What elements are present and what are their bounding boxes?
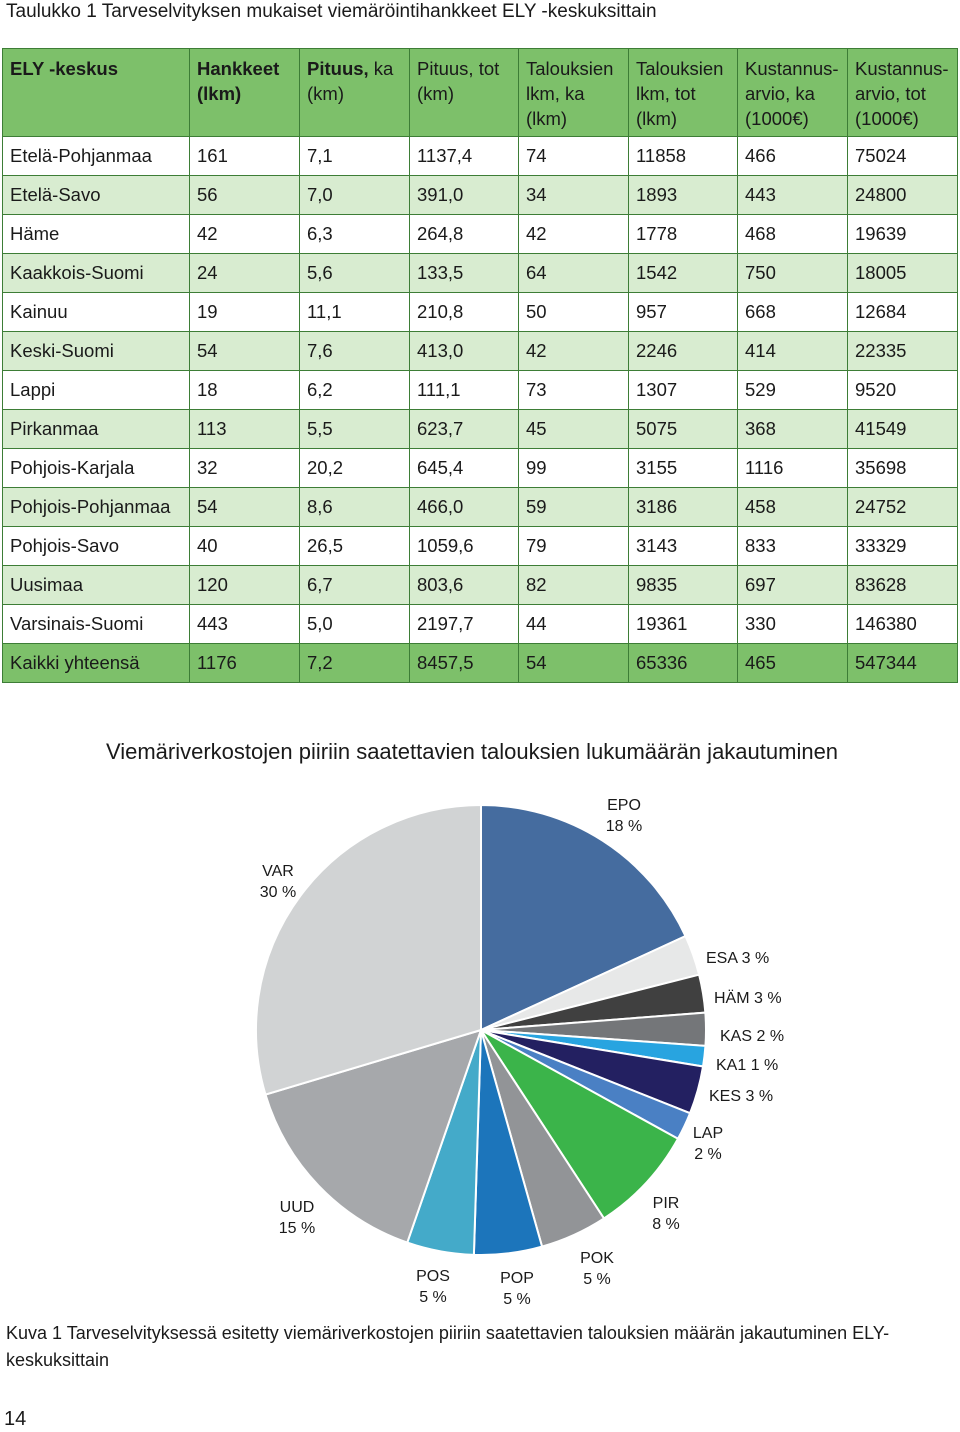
table-cell: 44 bbox=[519, 605, 629, 644]
table-cell: 54 bbox=[519, 644, 629, 683]
table-cell: 19639 bbox=[848, 215, 958, 254]
table-cell: 8,6 bbox=[300, 488, 410, 527]
table-cell: 3186 bbox=[629, 488, 738, 527]
page-number: 14 bbox=[4, 1408, 27, 1430]
table-cell: 18 bbox=[190, 371, 300, 410]
table-cell: 697 bbox=[738, 566, 848, 605]
label-kas: KAS 2 % bbox=[720, 1028, 785, 1045]
table-cell: 391,0 bbox=[410, 176, 519, 215]
table-cell: 957 bbox=[629, 293, 738, 332]
table-cell: 83628 bbox=[848, 566, 958, 605]
chart-title: Viemäriverkostojen piiriin saatettavien talouksien lukumäärän jakautuminen bbox=[105, 739, 839, 764]
table-row bbox=[3, 527, 958, 566]
header-pituus-ka: Pituus, ka (km) bbox=[300, 49, 410, 137]
table-cell: 1176 bbox=[190, 644, 300, 683]
header-talouksien-ka: Talouksien lkm, ka (lkm) bbox=[519, 49, 629, 137]
table-cell: 330 bbox=[738, 605, 848, 644]
table-cell: 40 bbox=[190, 527, 300, 566]
table-cell: 6,7 bbox=[300, 566, 410, 605]
table-cell: Kainuu bbox=[3, 293, 190, 332]
header-pituus-tot: Pituus, tot (km) bbox=[410, 49, 519, 137]
table-cell: Lappi bbox=[3, 371, 190, 410]
header-kustannus-tot: Kustannus- arvio, tot (1000€) bbox=[848, 49, 958, 137]
table-cell: 547344 bbox=[848, 644, 958, 683]
table-cell: 24 bbox=[190, 254, 300, 293]
table-cell: 33329 bbox=[848, 527, 958, 566]
pie-chart bbox=[0, 780, 960, 1300]
table-cell: 668 bbox=[738, 293, 848, 332]
table-row bbox=[3, 488, 958, 527]
table-cell: 5,5 bbox=[300, 410, 410, 449]
table-cell: 146380 bbox=[848, 605, 958, 644]
table-cell: 19 bbox=[190, 293, 300, 332]
table-cell: 24752 bbox=[848, 488, 958, 527]
table-cell: 161 bbox=[190, 137, 300, 176]
table-cell: 264,8 bbox=[410, 215, 519, 254]
table-cell: 42 bbox=[519, 332, 629, 371]
label-ka1: KA1 1 % bbox=[716, 1057, 779, 1074]
table-row bbox=[3, 332, 958, 371]
table-cell: 443 bbox=[190, 605, 300, 644]
table-cell: 65336 bbox=[629, 644, 738, 683]
table-header-row bbox=[3, 49, 958, 137]
table-cell: 9835 bbox=[629, 566, 738, 605]
table-cell: 1778 bbox=[629, 215, 738, 254]
table-cell: 133,5 bbox=[410, 254, 519, 293]
table-cell: 18005 bbox=[848, 254, 958, 293]
table-cell: 7,1 bbox=[300, 137, 410, 176]
table-cell: 7,6 bbox=[300, 332, 410, 371]
table-row bbox=[3, 293, 958, 332]
table-cell: 35698 bbox=[848, 449, 958, 488]
table-cell: 120 bbox=[190, 566, 300, 605]
table-cell: Etelä-Savo bbox=[3, 176, 190, 215]
table-cell: 5,0 bbox=[300, 605, 410, 644]
table-row bbox=[3, 449, 958, 488]
table-cell: 1893 bbox=[629, 176, 738, 215]
figure-caption: Kuva 1 Tarveselvityksessä esitetty viemäriverkostojen piiriin saatettavien talouksien määrän jakautuminen ELY-keskuksittain bbox=[6, 1323, 890, 1370]
table-cell: 6,3 bbox=[300, 215, 410, 254]
table-cell: 45 bbox=[519, 410, 629, 449]
table-cell: 79 bbox=[519, 527, 629, 566]
table-cell: Pohjois-Pohjanmaa bbox=[3, 488, 190, 527]
table-cell: 32 bbox=[190, 449, 300, 488]
table-cell: 82 bbox=[519, 566, 629, 605]
label-lap: LAP 2 % bbox=[692, 1125, 724, 1163]
table-row bbox=[3, 410, 958, 449]
table-row bbox=[3, 605, 958, 644]
table-cell: 113 bbox=[190, 410, 300, 449]
label-pop: POP 5 % bbox=[500, 1270, 534, 1308]
table-cell: 1137,4 bbox=[410, 137, 519, 176]
table-cell: 3155 bbox=[629, 449, 738, 488]
table-cell: 5,6 bbox=[300, 254, 410, 293]
table-cell: 466,0 bbox=[410, 488, 519, 527]
table-cell: 529 bbox=[738, 371, 848, 410]
table-cell: 7,0 bbox=[300, 176, 410, 215]
table-cell: 59 bbox=[519, 488, 629, 527]
table-cell: 24800 bbox=[848, 176, 958, 215]
label-pok: POK 5 % bbox=[580, 1250, 614, 1288]
table-cell: 468 bbox=[738, 215, 848, 254]
table-cell: Kaakkois-Suomi bbox=[3, 254, 190, 293]
table-cell: 11858 bbox=[629, 137, 738, 176]
table-cell: 2197,7 bbox=[410, 605, 519, 644]
table-cell: 465 bbox=[738, 644, 848, 683]
table-cell: 1059,6 bbox=[410, 527, 519, 566]
header-hankkeet: Hankkeet (lkm) bbox=[190, 49, 300, 137]
table-cell: 11,1 bbox=[300, 293, 410, 332]
label-pos: POS 5 % bbox=[416, 1268, 450, 1306]
table-row bbox=[3, 137, 958, 176]
table-cell: 1116 bbox=[738, 449, 848, 488]
header-talouksien-tot: Talouksien lkm, tot (lkm) bbox=[629, 49, 738, 137]
table-caption: Taulukko 1 Tarveselvityksen mukaiset viemäröintihankkeet ELY -keskuksittain bbox=[6, 1, 657, 22]
table-cell: 833 bbox=[738, 527, 848, 566]
table-cell: 22335 bbox=[848, 332, 958, 371]
table-cell: 1542 bbox=[629, 254, 738, 293]
table-cell: 8457,5 bbox=[410, 644, 519, 683]
table-cell: Häme bbox=[3, 215, 190, 254]
table-cell: Kaikki yhteensä bbox=[3, 644, 190, 683]
table-cell: 75024 bbox=[848, 137, 958, 176]
table-cell: 2246 bbox=[629, 332, 738, 371]
table-cell: 42 bbox=[519, 215, 629, 254]
label-ham: HÄM 3 % bbox=[714, 990, 782, 1007]
table-cell: 6,2 bbox=[300, 371, 410, 410]
table-cell: 458 bbox=[738, 488, 848, 527]
table-row bbox=[3, 176, 958, 215]
header-ely: ELY -keskus bbox=[3, 49, 190, 137]
table-row bbox=[3, 215, 958, 254]
table-cell: Keski-Suomi bbox=[3, 332, 190, 371]
table-cell: 414 bbox=[738, 332, 848, 371]
table-cell: 54 bbox=[190, 332, 300, 371]
table-cell: 64 bbox=[519, 254, 629, 293]
table-cell: 5075 bbox=[629, 410, 738, 449]
table-cell: 41549 bbox=[848, 410, 958, 449]
table-cell: 803,6 bbox=[410, 566, 519, 605]
table-cell: 1307 bbox=[629, 371, 738, 410]
label-kes: KES 3 % bbox=[709, 1088, 774, 1105]
label-epo: EPO 18 % bbox=[605, 797, 643, 835]
table-cell: 623,7 bbox=[410, 410, 519, 449]
table-cell: 56 bbox=[190, 176, 300, 215]
table-cell: 12684 bbox=[848, 293, 958, 332]
table-cell: 9520 bbox=[848, 371, 958, 410]
table-cell: 73 bbox=[519, 371, 629, 410]
table-cell: 19361 bbox=[629, 605, 738, 644]
table-row bbox=[3, 371, 958, 410]
table-cell: 20,2 bbox=[300, 449, 410, 488]
table-cell: Varsinais-Suomi bbox=[3, 605, 190, 644]
table-cell: 645,4 bbox=[410, 449, 519, 488]
table-cell: 413,0 bbox=[410, 332, 519, 371]
header-kustannus-ka: Kustannus- arvio, ka (1000€) bbox=[738, 49, 848, 137]
table-cell: Pohjois-Karjala bbox=[3, 449, 190, 488]
label-uud: UUD 15 % bbox=[278, 1199, 316, 1237]
table-cell: Uusimaa bbox=[3, 566, 190, 605]
table-cell: 74 bbox=[519, 137, 629, 176]
table-cell: Etelä-Pohjanmaa bbox=[3, 137, 190, 176]
table-cell: Pohjois-Savo bbox=[3, 527, 190, 566]
ely-table bbox=[2, 48, 958, 683]
table-cell: 50 bbox=[519, 293, 629, 332]
table-cell: 54 bbox=[190, 488, 300, 527]
table-total-row bbox=[3, 644, 958, 683]
table-cell: 750 bbox=[738, 254, 848, 293]
table-cell: 368 bbox=[738, 410, 848, 449]
table-cell: 26,5 bbox=[300, 527, 410, 566]
label-esa: ESA 3 % bbox=[706, 950, 770, 967]
table-cell: 3143 bbox=[629, 527, 738, 566]
table-cell: Pirkanmaa bbox=[3, 410, 190, 449]
label-pir: PIR 8 % bbox=[652, 1195, 680, 1233]
table-cell: 99 bbox=[519, 449, 629, 488]
table-cell: 42 bbox=[190, 215, 300, 254]
label-var: VAR 30 % bbox=[259, 863, 297, 901]
table-cell: 34 bbox=[519, 176, 629, 215]
table-cell: 443 bbox=[738, 176, 848, 215]
table-row bbox=[3, 254, 958, 293]
table-cell: 466 bbox=[738, 137, 848, 176]
table-cell: 210,8 bbox=[410, 293, 519, 332]
table-cell: 7,2 bbox=[300, 644, 410, 683]
table-row bbox=[3, 566, 958, 605]
table-cell: 111,1 bbox=[410, 371, 519, 410]
